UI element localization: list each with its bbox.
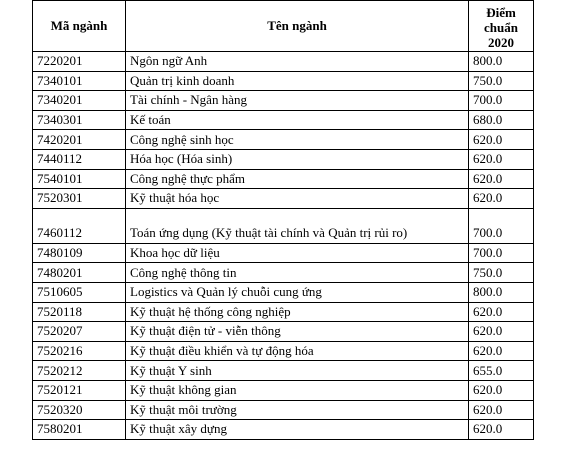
header-name: Tên ngành [126, 1, 469, 52]
header-code: Mã ngành [33, 1, 126, 52]
cell-code: 7480109 [33, 243, 126, 263]
table-row [33, 322, 534, 342]
cell-name: Kỹ thuật Y sinh [126, 361, 469, 381]
table-row [33, 169, 534, 189]
table-row [33, 341, 534, 361]
cell-code: 7520212 [33, 361, 126, 381]
cell-score: 620.0 [469, 149, 534, 169]
cell-score: 620.0 [469, 341, 534, 361]
cell-score: 700.0 [469, 91, 534, 111]
table-row [33, 263, 534, 283]
cell-score: 750.0 [469, 263, 534, 283]
table-row [33, 302, 534, 322]
cell-code: 7520301 [33, 189, 126, 209]
cell-code: 7220201 [33, 52, 126, 72]
table-row [33, 149, 534, 169]
cell-code: 7520216 [33, 341, 126, 361]
cell-name: Kỹ thuật xây dựng [126, 420, 469, 440]
table-row [33, 208, 534, 243]
cell-name: Hóa học (Hóa sinh) [126, 149, 469, 169]
table-row [33, 130, 534, 150]
cell-name: Kỹ thuật môi trường [126, 400, 469, 420]
table-row [33, 110, 534, 130]
cell-score: 620.0 [469, 189, 534, 209]
cell-code: 7460112 [33, 208, 126, 243]
cell-score: 680.0 [469, 110, 534, 130]
table-row [33, 400, 534, 420]
cell-score: 620.0 [469, 130, 534, 150]
table-row [33, 189, 534, 209]
table-row [33, 282, 534, 302]
cell-score: 620.0 [469, 322, 534, 342]
cell-name: Ngôn ngữ Anh [126, 52, 469, 72]
cell-name: Toán ứng dụng (Kỹ thuật tài chính và Quản trị rủi ro) [126, 208, 469, 243]
table-row [33, 361, 534, 381]
cell-name: Kỹ thuật không gian [126, 380, 469, 400]
cell-name: Kế toán [126, 110, 469, 130]
cell-name: Khoa học dữ liệu [126, 243, 469, 263]
header-score [469, 1, 534, 52]
cell-name: Kỹ thuật hóa học [126, 189, 469, 209]
cell-name: Công nghệ sinh học [126, 130, 469, 150]
cell-name: Quản trị kinh doanh [126, 71, 469, 91]
cell-name: Công nghệ thông tin [126, 263, 469, 283]
cell-score: 800.0 [469, 52, 534, 72]
table-row [33, 380, 534, 400]
cell-code: 7480201 [33, 263, 126, 283]
admission-scores-table [32, 0, 534, 440]
table-row [33, 91, 534, 111]
table-row [33, 243, 534, 263]
cell-code: 7340101 [33, 71, 126, 91]
cell-code: 7580201 [33, 420, 126, 440]
cell-code: 7340201 [33, 91, 126, 111]
cell-code: 7510605 [33, 282, 126, 302]
cell-name: Kỹ thuật điều khiển và tự động hóa [126, 341, 469, 361]
cell-name: Kỹ thuật điện tử - viễn thông [126, 322, 469, 342]
table-row [33, 52, 534, 72]
cell-score: 750.0 [469, 71, 534, 91]
cell-score: 800.0 [469, 282, 534, 302]
cell-name: Kỹ thuật hệ thống công nghiệp [126, 302, 469, 322]
header-score-line2: chuẩn [484, 19, 518, 35]
cell-score: 655.0 [469, 361, 534, 381]
cell-score: 700.0 [469, 243, 534, 263]
cell-code: 7340301 [33, 110, 126, 130]
cell-code: 7440112 [33, 149, 126, 169]
cell-code: 7520320 [33, 400, 126, 420]
table-header-row [33, 1, 534, 52]
cell-score: 620.0 [469, 169, 534, 189]
cell-score: 620.0 [469, 380, 534, 400]
table-row [33, 71, 534, 91]
header-score-line1: Điểm [486, 4, 516, 20]
cell-name: Công nghệ thực phẩm [126, 169, 469, 189]
cell-code: 7540101 [33, 169, 126, 189]
header-score-line3: 2020 [488, 34, 514, 50]
cell-code: 7520121 [33, 380, 126, 400]
cell-code: 7520207 [33, 322, 126, 342]
table-row [33, 420, 534, 440]
table-body [33, 52, 534, 440]
cell-name: Tài chính - Ngân hàng [126, 91, 469, 111]
cell-name: Logistics và Quản lý chuỗi cung ứng [126, 282, 469, 302]
cell-score: 620.0 [469, 302, 534, 322]
cell-code: 7420201 [33, 130, 126, 150]
cell-code: 7520118 [33, 302, 126, 322]
cell-score: 620.0 [469, 420, 534, 440]
cell-score: 700.0 [469, 208, 534, 243]
cell-score: 620.0 [469, 400, 534, 420]
